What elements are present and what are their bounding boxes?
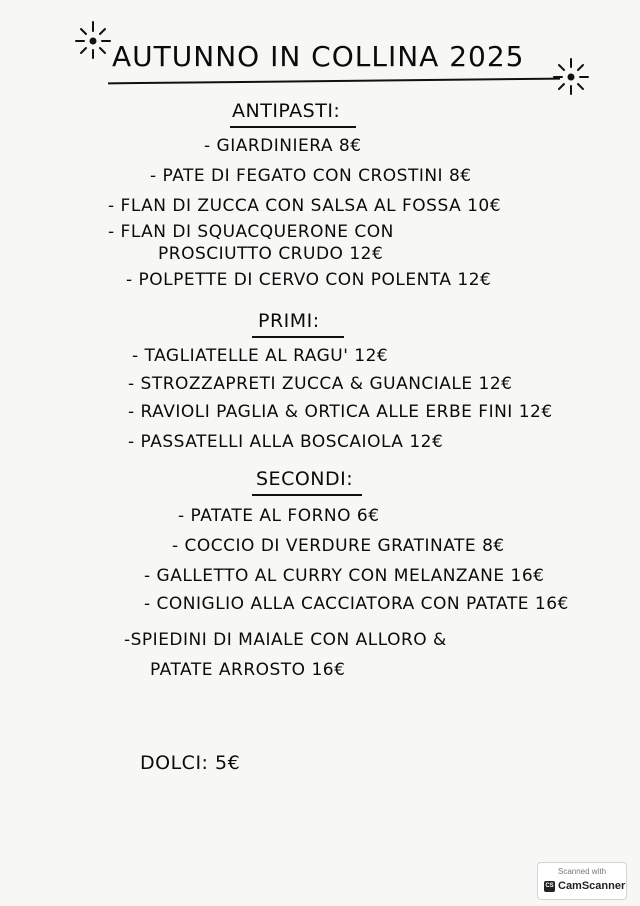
camscanner-brand: CamScanner: [558, 880, 626, 892]
menu-item: - GALLETTO AL CURRY CON MELANZANE 16€: [144, 566, 545, 586]
section-heading-primi: PRIMI:: [258, 310, 320, 332]
heading-underline: [252, 494, 362, 496]
menu-item: - GIARDINIERA 8€: [204, 136, 362, 156]
menu-item: - FLAN DI SQUACQUERONE CON: [108, 222, 394, 242]
sun-icon: [552, 56, 590, 98]
dolci-line: DOLCI: 5€: [140, 752, 241, 774]
heading-underline: [252, 336, 344, 338]
menu-item: - TAGLIATELLE AL RAGU' 12€: [132, 346, 389, 366]
sun-icon: [74, 18, 112, 60]
menu-item: - POLPETTE DI CERVO CON POLENTA 12€: [126, 270, 492, 290]
menu-item: - COCCIO DI VERDURE GRATINATE 8€: [172, 536, 505, 556]
camscanner-watermark: [537, 862, 627, 900]
section-heading-antipasti: ANTIPASTI:: [232, 100, 341, 122]
camscanner-logo-icon: CS: [544, 881, 555, 892]
menu-item: - RAVIOLI PAGLIA & ORTICA ALLE ERBE FINI 12€: [128, 402, 553, 422]
menu-item: - STROZZAPRETI ZUCCA & GUANCIALE 12€: [128, 374, 513, 394]
menu-item: PROSCIUTTO CRUDO 12€: [158, 244, 384, 264]
menu-item: - PASSATELLI ALLA BOSCAIOLA 12€: [128, 432, 444, 452]
scanned-with-label: Scanned with: [557, 867, 607, 876]
section-heading-secondi: SECONDI:: [256, 468, 354, 490]
title-underline: [108, 78, 560, 85]
menu-item: - CONIGLIO ALLA CACCIATORA CON PATATE 16€: [144, 594, 569, 614]
menu-title: AUTUNNO IN COLLINA 2025: [112, 40, 525, 73]
heading-underline: [230, 126, 356, 128]
menu-item: PATATE ARROSTO 16€: [150, 660, 346, 680]
menu-item: - FLAN DI ZUCCA CON SALSA AL FOSSA 10€: [108, 196, 502, 216]
menu-item: - PATATE AL FORNO 6€: [178, 506, 380, 526]
menu-item: - PATE DI FEGATO CON CROSTINI 8€: [150, 166, 472, 186]
menu-item: -SPIEDINI DI MAIALE CON ALLORO &: [124, 630, 447, 650]
